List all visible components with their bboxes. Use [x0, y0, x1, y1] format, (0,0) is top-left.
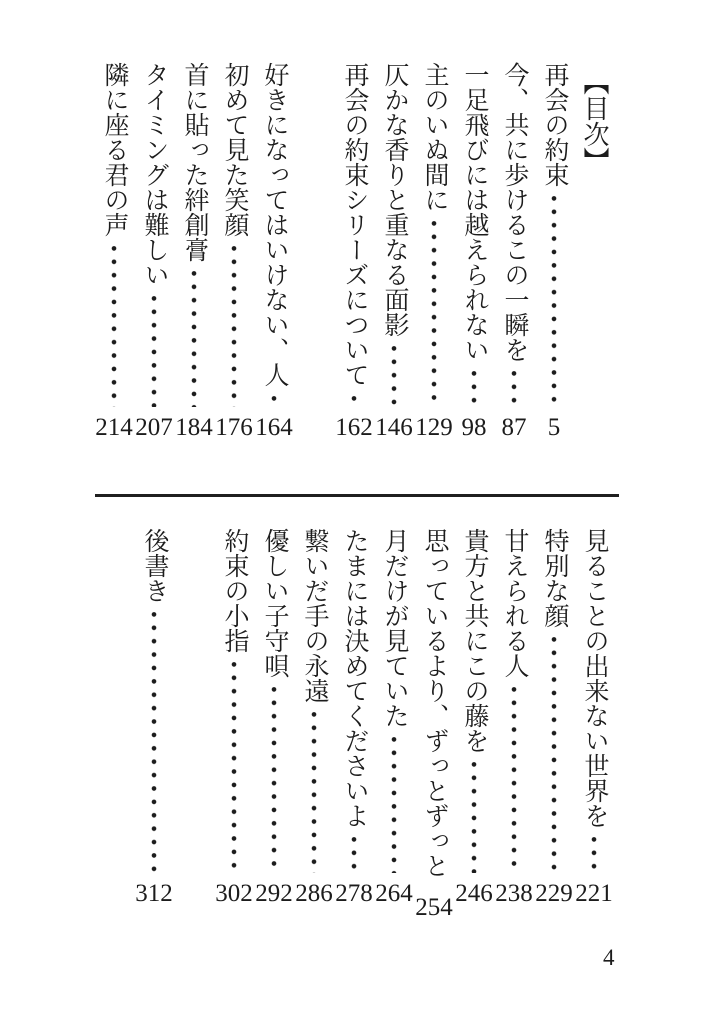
toc-entry-page: 221: [575, 880, 613, 907]
section-divider-rule: [95, 494, 619, 497]
toc-entry-title: 思っているより、ずっとずっと: [421, 528, 448, 878]
toc-entry-title: 特別な顔: [541, 528, 568, 628]
toc-entry-title: 好きになってはいけない、人: [261, 62, 288, 387]
toc-entry-page: 238: [495, 880, 533, 907]
toc-entry: [94, 62, 134, 440]
dot-leader: [271, 396, 277, 407]
toc-entry-page: 292: [255, 880, 293, 907]
toc-entry: [214, 528, 254, 906]
toc-entry-page: 264: [375, 880, 413, 907]
toc-entry-title: 後書き: [141, 528, 168, 603]
dot-leader: [271, 687, 277, 873]
dot-leader: [471, 371, 477, 407]
toc-entry-title: タイミングは難しい: [141, 62, 168, 287]
toc-entry-title: 再会の約束シリーズについて: [341, 62, 368, 387]
toc-entry: [174, 62, 214, 440]
toc-entry-title: 約束の小指: [221, 528, 248, 653]
toc-entry: [254, 62, 294, 440]
toc-entry-title: 見ることの出来ない世界を: [581, 528, 608, 828]
toc-entry: [414, 62, 454, 440]
toc-entry-title: 仄かな香りと重なる面影: [381, 62, 408, 337]
toc-entry-page: 87: [501, 414, 527, 441]
toc-entry-title: 繋いだ手の永遠: [301, 528, 328, 703]
dot-leader: [231, 662, 237, 873]
folio-page-number: 4: [603, 945, 615, 970]
toc-entry: [334, 528, 374, 906]
toc-entry-page: 229: [535, 880, 573, 907]
toc-entry-title: 一足飛びには越えられない: [461, 62, 488, 362]
toc-entry-page: 98: [461, 414, 487, 441]
toc-entry-title: 優しい子守唄: [261, 528, 288, 678]
toc-entry-page: 129: [415, 414, 453, 441]
dot-leader: [311, 712, 317, 873]
dot-leader: [511, 371, 517, 407]
toc-entry: [534, 528, 574, 906]
toc-entry-page: 207: [135, 414, 173, 441]
toc-entry-title: 首に貼った絆創膏: [181, 62, 208, 262]
toc-entry-page: 214: [95, 414, 133, 441]
toc-entry-title: 今、共に歩けるこの一瞬を: [501, 62, 528, 362]
dot-leader: [551, 196, 557, 407]
dot-leader: [591, 837, 597, 873]
dot-leader: [111, 246, 117, 407]
toc-entry: [374, 62, 414, 440]
toc-entry-page: 176: [215, 414, 253, 441]
toc-entry-title: 初めて見た笑顔: [221, 62, 248, 237]
toc-entry: [414, 528, 454, 921]
toc-entry: [374, 528, 414, 906]
toc-entry: [494, 62, 534, 440]
toc-entry-title: 隣に座る君の声: [101, 62, 128, 237]
column-gap: [174, 528, 214, 906]
toc-entry-title: 主のいぬ間に: [421, 62, 448, 212]
toc-entry: [574, 528, 614, 906]
toc-entry: [214, 62, 254, 440]
dot-leader: [511, 687, 517, 873]
toc-entry-page: 278: [335, 880, 373, 907]
toc-entry: [454, 62, 494, 440]
toc-entry: [534, 62, 574, 440]
toc-entry-title: たまには決めてくださいよ: [341, 528, 368, 828]
toc-entry-page: 184: [175, 414, 213, 441]
toc-entry-page: 254: [415, 894, 453, 921]
toc-entry-page: 312: [135, 880, 173, 907]
toc-entry-page: 164: [255, 414, 293, 441]
dot-leader: [191, 271, 197, 407]
toc-entry: [134, 528, 174, 906]
toc-entry: [294, 528, 334, 906]
toc-entry-title: 貴方と共にこの藤を: [461, 528, 488, 753]
toc-entry: [494, 528, 534, 906]
toc-entry-page: 5: [547, 414, 561, 441]
toc-entry: [134, 62, 174, 440]
toc-entry: [334, 62, 374, 440]
dot-leader: [431, 221, 437, 407]
toc-section-part-1: [94, 62, 614, 440]
toc-header-column: [574, 62, 614, 440]
toc-entry-title: 甘えられる人: [501, 528, 528, 678]
dot-leader: [151, 296, 157, 407]
toc-entry-title: 月だけが見ていた: [381, 528, 408, 728]
toc-entry-page: 146: [375, 414, 413, 441]
dot-leader: [351, 396, 357, 407]
toc-entry-page: 286: [295, 880, 333, 907]
dot-leader: [551, 637, 557, 873]
dot-leader: [351, 837, 357, 873]
dot-leader: [151, 612, 157, 873]
dot-leader: [391, 346, 397, 407]
toc-entry-page: 302: [215, 880, 253, 907]
toc-entry: [454, 528, 494, 906]
dot-leader: [391, 737, 397, 873]
column-gap: [294, 62, 334, 440]
toc-header: 【目次】: [580, 69, 609, 173]
dot-leader: [231, 246, 237, 407]
dot-leader: [471, 762, 477, 873]
toc-entry: [254, 528, 294, 906]
toc-entry-page: 162: [335, 414, 373, 441]
toc-section-part-2: [134, 528, 614, 921]
toc-entry-title: 再会の約束: [541, 62, 568, 187]
toc-entry-page: 246: [455, 880, 493, 907]
